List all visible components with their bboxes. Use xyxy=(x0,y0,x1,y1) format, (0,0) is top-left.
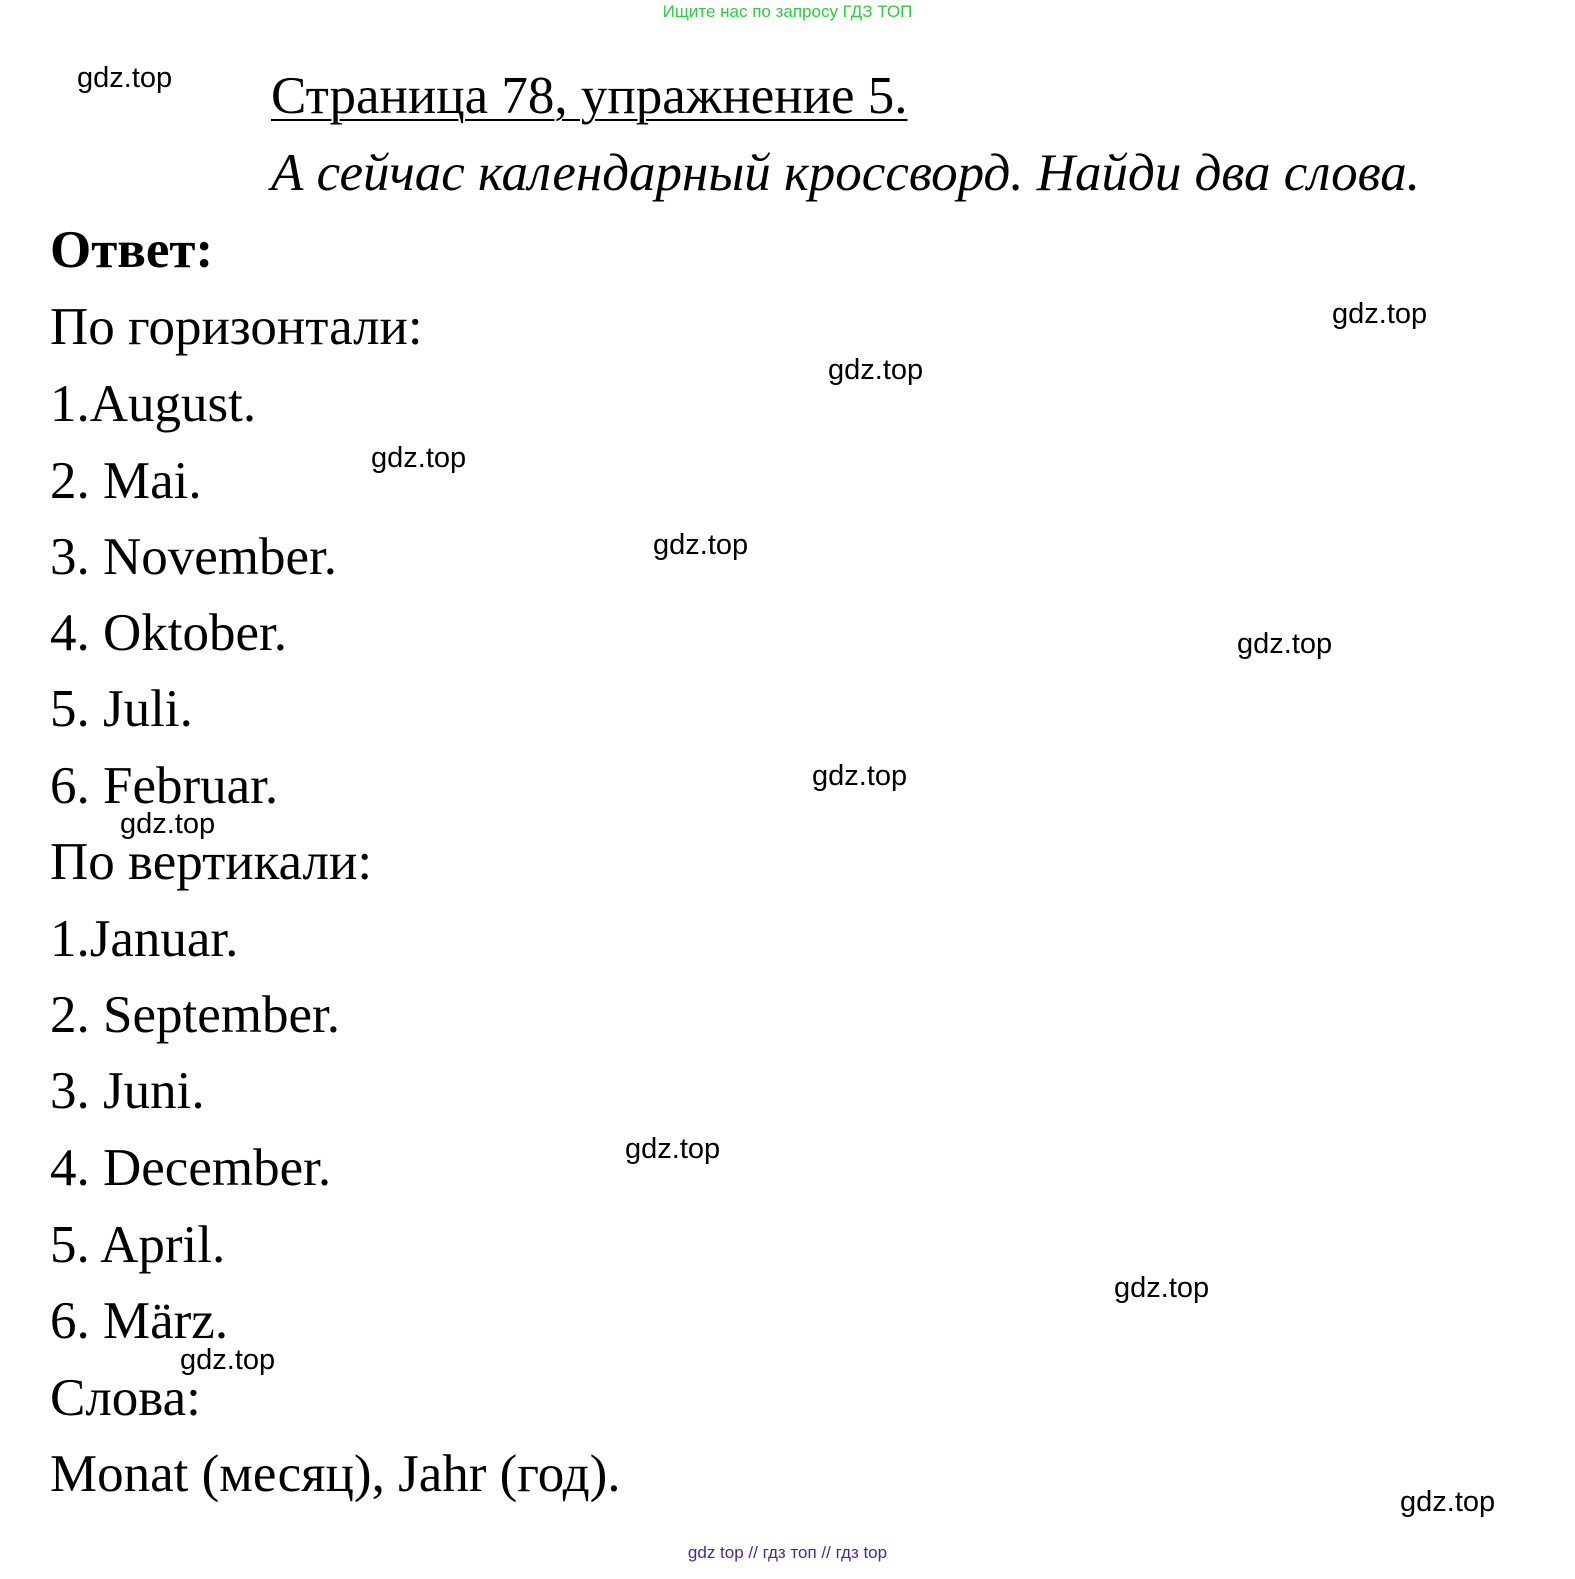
horizontal-item-4: 4. Oktober. xyxy=(50,604,287,662)
watermark: gdz.top xyxy=(625,1133,721,1165)
watermark: gdz.top xyxy=(1400,1486,1496,1518)
answer-heading: Ответ: xyxy=(50,221,214,279)
watermark: gdz.top xyxy=(120,808,216,840)
vertical-item-2: 2. September. xyxy=(50,986,340,1044)
vertical-heading: По вертикали: xyxy=(50,833,373,891)
vertical-item-5: 5. April. xyxy=(50,1216,226,1274)
watermark: gdz.top xyxy=(1237,628,1333,660)
horizontal-item-2: 2. Mai. xyxy=(50,452,202,510)
watermark: gdz.top xyxy=(828,354,924,386)
vertical-item-1: 1.Januar. xyxy=(50,910,239,968)
watermark: gdz.top xyxy=(180,1344,276,1376)
watermark: gdz.top xyxy=(371,442,467,474)
footer-links: gdz top // гдз топ // гдз top xyxy=(687,1543,888,1562)
horizontal-item-5: 5. Juli. xyxy=(50,680,193,738)
watermark: gdz.top xyxy=(653,529,749,561)
page-title: Страница 78, упражнение 5. xyxy=(271,67,908,125)
words-answer: Monat (месяц), Jahr (год). xyxy=(50,1445,621,1503)
watermark: gdz.top xyxy=(77,62,173,94)
vertical-item-3: 3. Juni. xyxy=(50,1062,205,1120)
horizontal-item-6: 6. Februar. xyxy=(50,757,279,815)
task-text: А сейчас календарный кроссворд. Найди два слова. xyxy=(271,144,1420,202)
watermark: gdz.top xyxy=(1332,298,1428,330)
words-heading: Слова: xyxy=(50,1369,201,1427)
vertical-item-6: 6. März. xyxy=(50,1292,229,1350)
horizontal-item-3: 3. November. xyxy=(50,528,338,586)
horizontal-heading: По горизонтали: xyxy=(50,298,423,356)
watermark: gdz.top xyxy=(812,760,908,792)
top-search-note: Ищите нас по запросу ГДЗ ТОП xyxy=(662,2,913,21)
vertical-item-4: 4. December. xyxy=(50,1139,332,1197)
watermark: gdz.top xyxy=(1114,1272,1210,1304)
horizontal-item-1: 1.August. xyxy=(50,375,257,433)
